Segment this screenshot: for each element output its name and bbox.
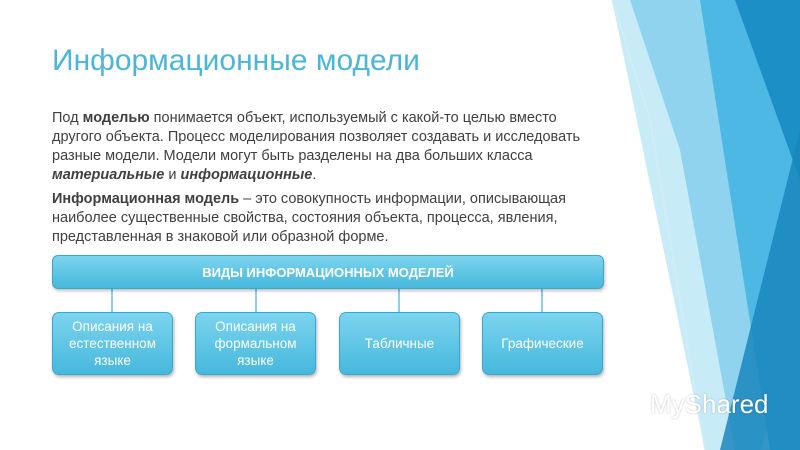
diagram-node-tabular: Табличные — [339, 312, 460, 375]
definition-paragraph: Под моделью понимается объект, используемый с какой-то целью вместо другого объекта. Процесс моделирования позволяет создавать и исследовать разные модели. Модели могут быть разделены на два больших класса материальные и информационные. — [52, 110, 581, 183]
diagram-node-graphical: Графические — [482, 312, 603, 375]
watermark-text: MyShared — [650, 389, 769, 419]
watermark — [612, 389, 769, 420]
info-model-paragraph: Информационная модель – это совокупность информации, описывающая наиболее существенные свойства, состояния объекта, процесса, явления, представленная в знаковой или образной форме. — [52, 191, 566, 245]
term-info-model: Информационная модель — [52, 191, 240, 207]
slide-title: Информационные модели — [52, 44, 420, 77]
term-informational: информационные — [180, 167, 313, 183]
diagram-node-natural-language: Описания на естественном языке — [52, 312, 173, 375]
term-model: моделью — [82, 110, 150, 126]
presentation-board-icon — [612, 390, 646, 420]
diagram-node-formal-language: Описания на формальном языке — [195, 312, 316, 375]
term-material: материальные — [52, 167, 165, 183]
diagram-header: ВИДЫ ИНФОРМАЦИОННЫХ МОДЕЛЕЙ — [52, 255, 604, 289]
